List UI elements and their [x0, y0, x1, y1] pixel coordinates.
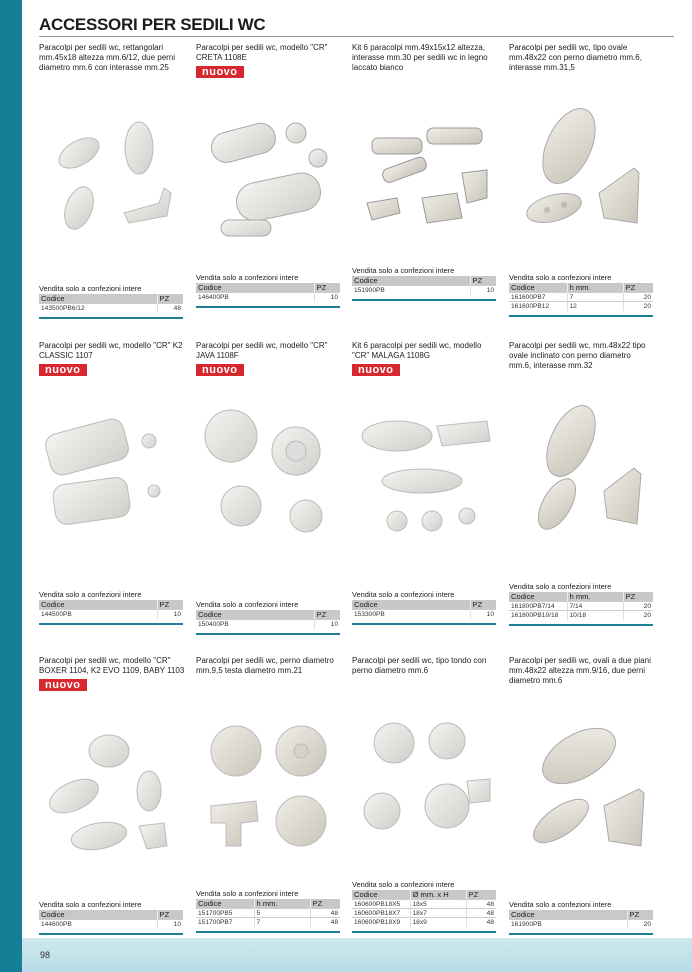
table-header: Codice [39, 600, 157, 610]
product-description-text: Paracolpi per sedili wc, tipo ovale mm.48x22 con perno diametro mm.6, interasse mm.31,5 [509, 43, 642, 72]
table-cell: 48 [466, 918, 496, 927]
table-cell: 151900PB [352, 286, 470, 295]
product-description [509, 656, 655, 686]
table-cell: 18x7 [410, 909, 466, 918]
sale-note: Vendita solo a confezioni intere [352, 590, 455, 599]
title-divider [39, 36, 674, 37]
table-cell: 7 [567, 293, 623, 302]
sale-note: Vendita solo a confezioni intere [352, 880, 455, 889]
product-photo [39, 396, 183, 542]
new-badge: nuovo [39, 679, 87, 691]
table-end-rule [196, 306, 340, 308]
order-table [39, 284, 183, 319]
table-end-rule [509, 933, 653, 935]
table-row [352, 918, 496, 927]
table-header: PZ [623, 592, 653, 602]
table-header: Codice [196, 899, 254, 909]
product-description-text: Kit 6 paracolpi mm.49x15x12 altezza, interasse mm.30 per sedili wc in legno laccato bianco [352, 43, 488, 72]
table-end-rule [352, 931, 496, 933]
table-header: h mm. [567, 283, 623, 293]
sale-note: Vendita solo a confezioni intere [509, 582, 612, 591]
table-cell: 10 [470, 286, 496, 295]
product-description-text: Kit 6 paracolpi per sedili wc, modello "CR" MALAGA 1108G [352, 341, 482, 360]
product-description-text: Paracolpi per sedili wc, modello "CR" JAVA 1108F [196, 341, 328, 360]
table-cell: 48 [157, 304, 183, 313]
table-row [509, 920, 653, 929]
product-card [352, 43, 498, 343]
table-cell: 143500PB6/12 [39, 304, 157, 313]
table-end-rule [509, 624, 653, 626]
product-photo [39, 711, 183, 857]
product-card [509, 656, 655, 956]
page-footer [22, 938, 692, 972]
table-cell: 48 [310, 918, 340, 927]
table-cell: 153300PB [352, 610, 470, 619]
product-photo [509, 98, 653, 244]
table-cell: 18x5 [410, 900, 466, 909]
table-end-rule [39, 933, 183, 935]
product-description-text: Paracolpi per sedili wc, mm.48x22 tipo ovale inclinato con perno diametro mm.6, interasse mm.32 [509, 341, 646, 370]
product-card [39, 341, 185, 641]
table-header: PZ [314, 283, 340, 293]
table-cell: 161800PB10/18 [509, 611, 567, 620]
table-cell: 10 [157, 610, 183, 619]
table-header: Codice [509, 592, 567, 602]
table-header: PZ [470, 276, 496, 286]
table-header: Codice [352, 890, 410, 900]
table-header: PZ [157, 600, 183, 610]
sale-note: Vendita solo a confezioni intere [509, 273, 612, 282]
table-cell: 48 [466, 900, 496, 909]
order-table [196, 600, 340, 635]
product-description [352, 656, 498, 676]
product-photo [352, 396, 496, 542]
product-card [196, 341, 342, 641]
table-cell: 5 [254, 909, 310, 918]
table-row [509, 302, 653, 311]
table-end-rule [196, 931, 340, 933]
sale-note: Vendita solo a confezioni intere [39, 590, 142, 599]
table-header: PZ [310, 899, 340, 909]
product-card [509, 341, 655, 641]
table-header: Codice [509, 910, 627, 920]
product-description [352, 43, 498, 73]
table-end-rule [39, 623, 183, 625]
table-row [196, 293, 340, 302]
product-photo [196, 98, 340, 244]
product-description-text: Paracolpi per sedili wc, modello "CR" K2 CLASSIC 1107 [39, 341, 183, 360]
order-table [509, 582, 653, 626]
table-row [352, 900, 496, 909]
product-description-text: Paracolpi per sedili wc, rettangolari mm.45x18 altezza mm.6/12, due perni diametro mm.6 con interasse mm.25 [39, 43, 176, 72]
table-row [39, 610, 183, 619]
table-header: Codice [39, 910, 157, 920]
table-row [196, 620, 340, 629]
product-description-text: Paracolpi per sedili wc, modello "CR" CRETA 1108E [196, 43, 328, 62]
table-cell: 7 [254, 918, 310, 927]
new-badge: nuovo [196, 364, 244, 376]
table-header: Codice [196, 610, 314, 620]
table-row [196, 909, 340, 918]
table-row [352, 610, 496, 619]
sale-note: Vendita solo a confezioni intere [352, 266, 455, 275]
table-cell: 151700PB7 [196, 918, 254, 927]
table-row [509, 293, 653, 302]
new-badge: nuovo [196, 66, 244, 78]
sale-note: Vendita solo a confezioni intere [196, 889, 299, 898]
table-cell: 160600PB18X5 [352, 900, 410, 909]
table-cell: 12 [567, 302, 623, 311]
product-description-text: Paracolpi per sedili wc, ovali a due piani mm.48x22 altezza mm.9/16, due perni diametro mm.6 [509, 656, 651, 685]
table-header: PZ [314, 610, 340, 620]
page-title: ACCESSORI PER SEDILI WC [39, 15, 266, 34]
order-table [39, 900, 183, 935]
table-cell: 7/14 [567, 602, 623, 611]
table-row [196, 918, 340, 927]
product-description [39, 656, 185, 691]
table-header: h mm. [254, 899, 310, 909]
product-description [196, 656, 342, 676]
order-table [196, 889, 340, 933]
table-cell: 20 [623, 602, 653, 611]
table-header: Codice [39, 294, 157, 304]
table-row [39, 304, 183, 313]
table-row [509, 611, 653, 620]
sidebar-stripe [0, 0, 22, 972]
order-table [352, 590, 496, 625]
table-header: Codice [352, 600, 470, 610]
product-photo [196, 711, 340, 857]
table-cell: 146400PB [196, 293, 314, 302]
product-photo [352, 711, 496, 857]
table-header: h mm. [567, 592, 623, 602]
table-header: PZ [627, 910, 653, 920]
sale-note: Vendita solo a confezioni intere [39, 900, 142, 909]
table-header: Codice [196, 283, 314, 293]
product-card [352, 341, 498, 641]
table-row [352, 286, 496, 295]
product-photo [39, 98, 183, 244]
table-end-rule [352, 299, 496, 301]
product-card [509, 43, 655, 343]
table-cell: 150400PB [196, 620, 314, 629]
order-table [196, 273, 340, 308]
product-photo [509, 711, 653, 857]
sale-note: Vendita solo a confezioni intere [196, 273, 299, 282]
order-table [352, 880, 496, 933]
product-description [39, 341, 185, 376]
product-card [39, 656, 185, 956]
order-table [509, 273, 653, 317]
product-description [196, 341, 342, 376]
table-cell: 10 [470, 610, 496, 619]
table-row [39, 920, 183, 929]
table-cell: 160600PB18X9 [352, 918, 410, 927]
table-cell: 10 [314, 620, 340, 629]
table-cell: 161800PB7/14 [509, 602, 567, 611]
table-cell: 144600PB [39, 920, 157, 929]
product-description-text: Paracolpi per sedili wc, tipo tondo con perno diametro mm.6 [352, 656, 487, 675]
table-header: Codice [352, 276, 470, 286]
table-header: PZ [157, 294, 183, 304]
table-row [352, 909, 496, 918]
product-card [196, 656, 342, 956]
table-cell: 161600PB7 [509, 293, 567, 302]
sale-note: Vendita solo a confezioni intere [509, 900, 612, 909]
table-cell: 10 [314, 293, 340, 302]
table-row [509, 602, 653, 611]
product-photo [509, 396, 653, 542]
product-photo [352, 98, 496, 244]
product-photo [196, 396, 340, 542]
product-description [509, 341, 655, 371]
table-cell: 160600PB18X7 [352, 909, 410, 918]
new-badge: nuovo [39, 364, 87, 376]
table-cell: 48 [466, 909, 496, 918]
table-cell: 161900PB [509, 920, 627, 929]
product-card [39, 43, 185, 343]
product-description [509, 43, 655, 73]
table-header: PZ [470, 600, 496, 610]
table-cell: 10 [157, 920, 183, 929]
table-end-rule [39, 317, 183, 319]
table-cell: 144500PB [39, 610, 157, 619]
table-end-rule [352, 623, 496, 625]
table-end-rule [196, 633, 340, 635]
product-description [196, 43, 342, 78]
table-cell: 48 [310, 909, 340, 918]
table-header: Codice [509, 283, 567, 293]
page-number: 98 [40, 950, 51, 960]
sale-note: Vendita solo a confezioni intere [39, 284, 142, 293]
table-cell: 151700PB5 [196, 909, 254, 918]
product-card [196, 43, 342, 343]
table-cell: 20 [627, 920, 653, 929]
table-header: PZ [623, 283, 653, 293]
table-header: PZ [466, 890, 496, 900]
product-description [352, 341, 498, 376]
table-cell: 161600PB12 [509, 302, 567, 311]
table-cell: 18x9 [410, 918, 466, 927]
new-badge: nuovo [352, 364, 400, 376]
product-card [352, 656, 498, 956]
table-cell: 20 [623, 611, 653, 620]
table-end-rule [509, 315, 653, 317]
order-table [509, 900, 653, 935]
table-cell: 10/18 [567, 611, 623, 620]
table-header: PZ [157, 910, 183, 920]
table-cell: 20 [623, 293, 653, 302]
product-description [39, 43, 185, 73]
sale-note: Vendita solo a confezioni intere [196, 600, 299, 609]
product-description-text: Paracolpi per sedili wc, modello "CR" BOXER 1104, K2 EVO 1109, BABY 1103 [39, 656, 185, 675]
table-header: Ø mm. x H [410, 890, 466, 900]
order-table [352, 266, 496, 301]
product-description-text: Paracolpi per sedili wc, perno diametro mm.9,5 testa diametro mm.21 [196, 656, 334, 675]
table-cell: 20 [623, 302, 653, 311]
order-table [39, 590, 183, 625]
